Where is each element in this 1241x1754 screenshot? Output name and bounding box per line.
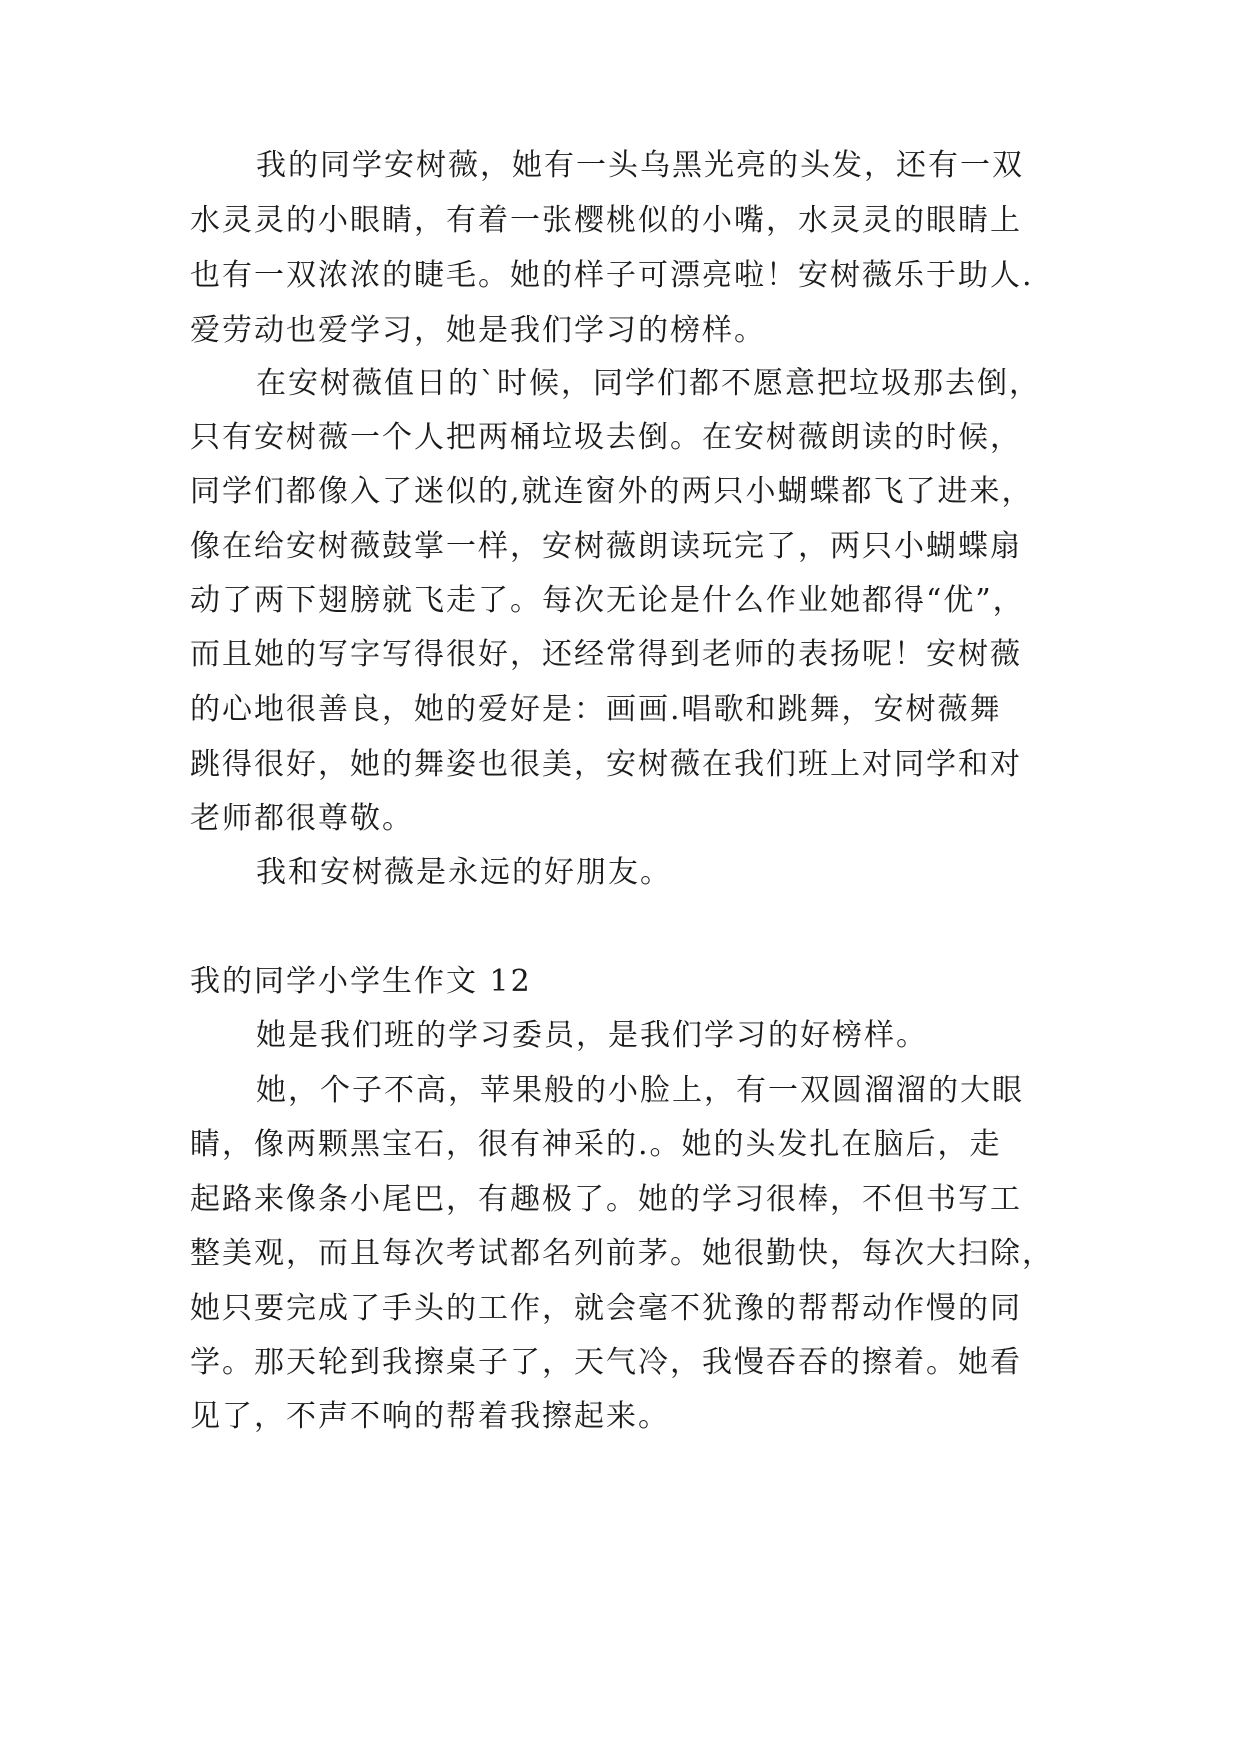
- paragraph-line: 跳得很好，她的舞姿也很美，安树薇在我们班上对同学和对: [190, 747, 1022, 782]
- paragraph-line: 睛，像两颗黑宝石，很有神采的.。她的头发扎在脑后，走: [190, 1127, 1002, 1162]
- paragraph-line: 在安树薇值日的`时候，同学们都不愿意把垃圾那去倒，: [256, 366, 1041, 401]
- paragraph-line: 的心地很善良，她的爱好是：画画.唱歌和跳舞，安树薇舞: [190, 692, 1002, 727]
- paragraph-line: 整美观，而且每次考试都名列前茅。她很勤快，每次大扫除，: [190, 1236, 1054, 1271]
- paragraph-line: 也有一双浓浓的睫毛。她的样子可漂亮啦！安树薇乐于助人.: [190, 258, 1034, 293]
- paragraph-line: 爱劳动也爱学习，她是我们学习的榜样。: [190, 313, 766, 348]
- paragraph-line: 起路来像条小尾巴，有趣极了。她的学习很棒，不但书写工: [190, 1182, 1022, 1217]
- paragraph-line: 她，个子不高，苹果般的小脸上，有一双圆溜溜的大眼: [256, 1073, 1024, 1108]
- paragraph-line: 像在给安树薇鼓掌一样，安树薇朗读玩完了，两只小蝴蝶扇: [190, 529, 1022, 564]
- paragraph-line: 水灵灵的小眼睛，有着一张樱桃似的小嘴，水灵灵的眼睛上: [190, 203, 1022, 238]
- paragraph-line: 她只要完成了手头的工作，就会毫不犹豫的帮帮动作慢的同: [190, 1291, 1022, 1326]
- paragraph-line: 她是我们班的学习委员，是我们学习的好榜样。: [256, 1018, 928, 1053]
- paragraph-line: 同学们都像入了迷似的,就连窗外的两只小蝴蝶都飞了进来，: [190, 474, 1034, 509]
- essay-title: 我的同学小学生作文 12: [190, 964, 532, 999]
- paragraph-line: 学。那天轮到我擦桌子了，天气冷，我慢吞吞的擦着。她看: [190, 1345, 1022, 1380]
- paragraph-line: 动了两下翅膀就飞走了。每次无论是什么作业她都得“优”，: [190, 583, 1025, 618]
- paragraph-line: 我和安树薇是永远的好朋友。: [256, 855, 672, 890]
- paragraph-line: 见了，不声不响的帮着我擦起来。: [190, 1399, 670, 1434]
- paragraph-line: 而且她的写字写得很好，还经常得到老师的表扬呢！安树薇: [190, 637, 1022, 672]
- paragraph-line: 只有安树薇一个人把两桶垃圾去倒。在安树薇朗读的时候，: [190, 420, 1022, 455]
- paragraph-line: 我的同学安树薇，她有一头乌黑光亮的头发，还有一双: [256, 148, 1024, 183]
- paragraph-line: 老师都很尊敬。: [190, 801, 414, 836]
